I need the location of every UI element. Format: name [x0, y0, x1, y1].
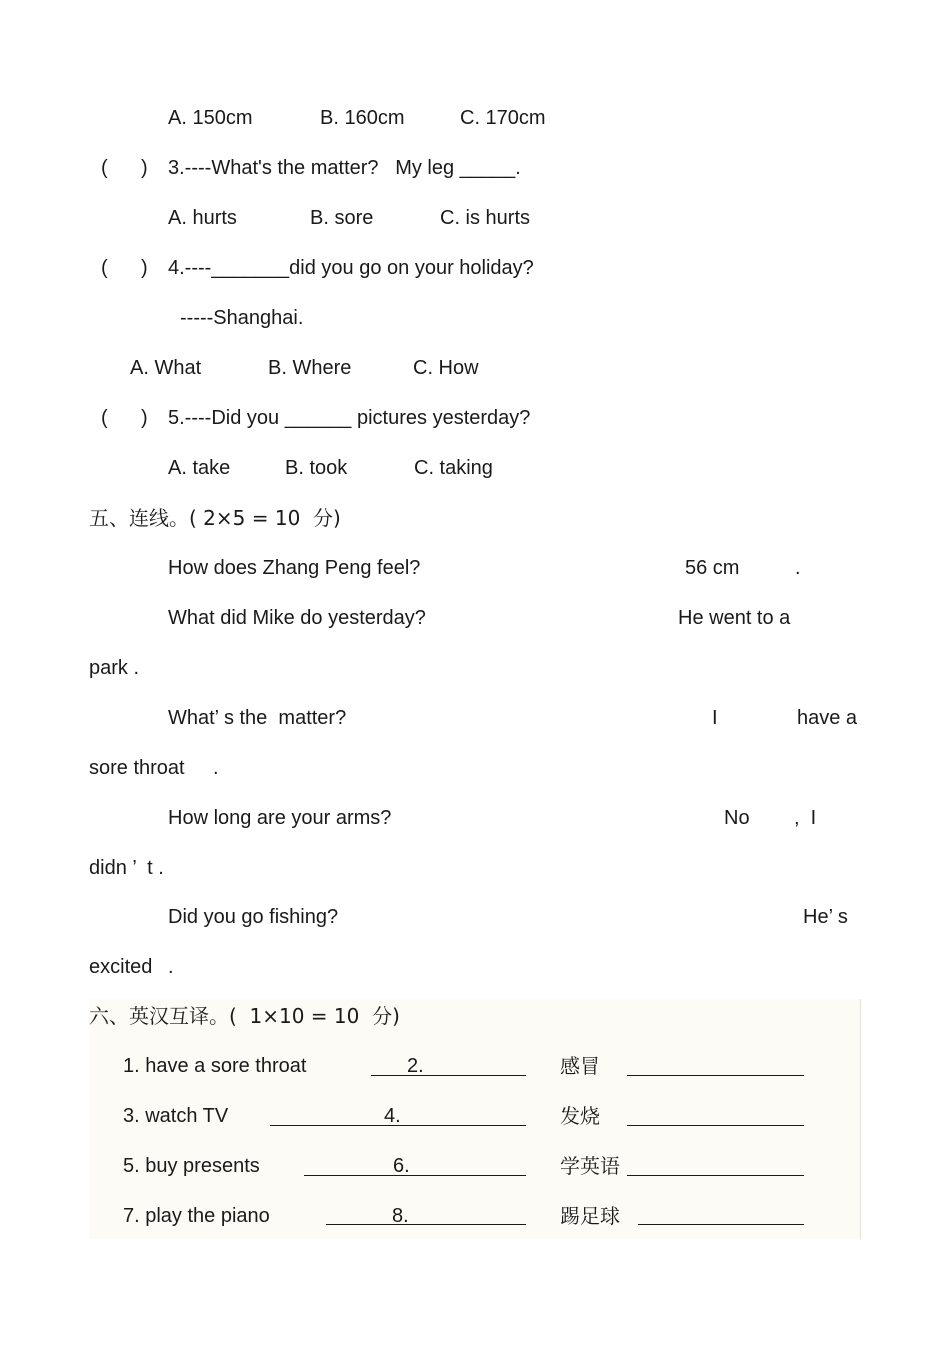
match-question-2: What did Mike do yesterday?	[168, 607, 426, 629]
match-question-5: Did you go fishing?	[168, 906, 339, 928]
translate-item-7: 7. play the piano	[123, 1205, 270, 1227]
translate-item-2: 感冒	[560, 1054, 600, 1078]
q4-stem: 4.----_______did you go on your holiday?	[168, 257, 534, 279]
q5-answer-paren: ( )	[101, 407, 148, 429]
q5-option-a: A. take	[168, 457, 231, 479]
translate-item-number-6: 6.	[393, 1155, 410, 1177]
match-question-4: How long are your arms?	[168, 807, 392, 829]
answer-blank-7[interactable]	[326, 1224, 526, 1225]
match-answer-3: I	[712, 707, 718, 729]
answer-blank-4[interactable]	[627, 1125, 804, 1126]
translate-item-3: 3. watch TV	[123, 1105, 229, 1127]
q2-option-c: C. 170cm	[460, 107, 546, 129]
match-answer-1: 56 cm	[685, 557, 740, 579]
match-answer-2: He went to a	[678, 607, 791, 629]
translate-item-5: 5. buy presents	[123, 1155, 260, 1177]
match-answer-5: He’ s	[803, 906, 848, 928]
q2-option-a: A. 150cm	[168, 107, 253, 129]
answer-blank-1[interactable]	[371, 1075, 526, 1076]
match-answer-3-part: have a	[797, 707, 858, 729]
q3-option-c: C. is hurts	[440, 207, 531, 229]
q5-option-b: B. took	[285, 457, 348, 479]
match-answer-4: No	[724, 807, 750, 829]
q4-option-c: C. How	[413, 357, 479, 379]
match-answer-3-end: .	[213, 757, 219, 779]
q3-answer-paren: ( )	[101, 157, 148, 179]
translate-item-6: 学英语	[560, 1154, 620, 1178]
translate-item-number-8: 8.	[392, 1205, 409, 1227]
match-answer-1-end: .	[795, 557, 801, 579]
translate-item-number-4: 4.	[384, 1105, 401, 1127]
section6-heading: 六、英汉互译。( 1×10 = 10 分)	[89, 1004, 400, 1028]
match-answer-4-wrap: didn ’ t .	[89, 857, 164, 879]
translate-item-4: 发烧	[560, 1104, 600, 1128]
match-question-3: What’ s the matter?	[168, 707, 347, 729]
q5-stem: 5.----Did you ______ pictures yesterday?	[168, 407, 531, 429]
match-question-1: How does Zhang Peng feel?	[168, 557, 421, 579]
match-answer-3-wrap: sore throat	[89, 757, 185, 779]
q2-option-b: B. 160cm	[320, 107, 405, 129]
q3-option-b: B. sore	[310, 207, 374, 229]
q4-response: -----Shanghai.	[180, 307, 304, 329]
answer-blank-6[interactable]	[627, 1175, 804, 1176]
q5-option-c: C. taking	[414, 457, 493, 479]
q3-option-a: A. hurts	[168, 207, 237, 229]
match-answer-2-wrap: park .	[89, 657, 140, 679]
q4-option-a: A. What	[130, 357, 202, 379]
answer-blank-5[interactable]	[304, 1175, 526, 1176]
q4-answer-paren: ( )	[101, 257, 148, 279]
answer-blank-2[interactable]	[627, 1075, 804, 1076]
answer-blank-8[interactable]	[638, 1224, 804, 1225]
match-answer-5-end: .	[168, 956, 174, 978]
translate-item-8: 踢足球	[560, 1204, 620, 1228]
translate-item-number-2: 2.	[407, 1055, 424, 1077]
match-answer-5-wrap: excited	[89, 956, 153, 978]
q3-stem: 3.----What's the matter? My leg _____.	[168, 157, 521, 179]
translate-item-1: 1. have a sore throat	[123, 1055, 307, 1077]
q4-option-b: B. Where	[268, 357, 352, 379]
section5-heading: 五、连线。( 2×5 = 10 分)	[89, 506, 341, 530]
match-answer-4-part: , I	[794, 807, 817, 829]
